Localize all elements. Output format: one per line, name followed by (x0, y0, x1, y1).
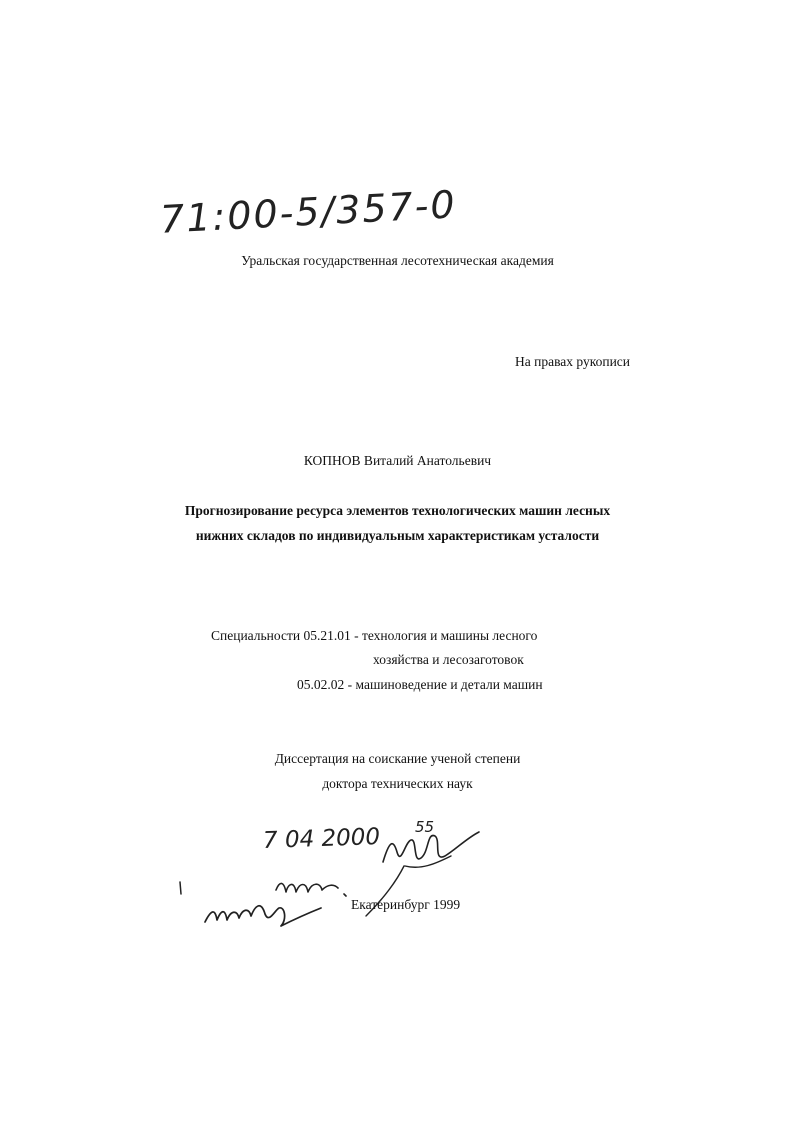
degree-line-2: доктора технических наук (322, 776, 473, 791)
signature-scribble-bottom (175, 880, 345, 940)
author-name: КОПНОВ Виталий Анатольевич (303, 453, 492, 468)
manuscript-rights-note: На правах рукописи (515, 354, 631, 369)
handwritten-shelf-mark: 71:00-5/357-0 (159, 182, 458, 242)
place-and-year: Екатеринбург 1999 (351, 897, 461, 912)
specialty-line-1: Специальности 05.21.01 - технология и машины лесного (211, 628, 538, 643)
specialty-line-3: 05.02.02 - машиноведение и детали машин (297, 677, 543, 692)
institution-name: Уральская государственная лесотехническая академия (241, 253, 554, 268)
specialty-line-2: хозяйства и лесозаготовок (373, 652, 524, 667)
dissertation-title-line-2: нижних складов по индивидуальным характеристикам усталости (195, 528, 600, 543)
handwritten-signature-mark: 55 (415, 818, 435, 836)
degree-line-1: Диссертация на соискание ученой степени (274, 751, 521, 766)
dissertation-title-line-1: Прогнозирование ресурса элементов технологических машин лесных (184, 503, 611, 518)
handwritten-date: 7 04 2000 (262, 823, 381, 855)
